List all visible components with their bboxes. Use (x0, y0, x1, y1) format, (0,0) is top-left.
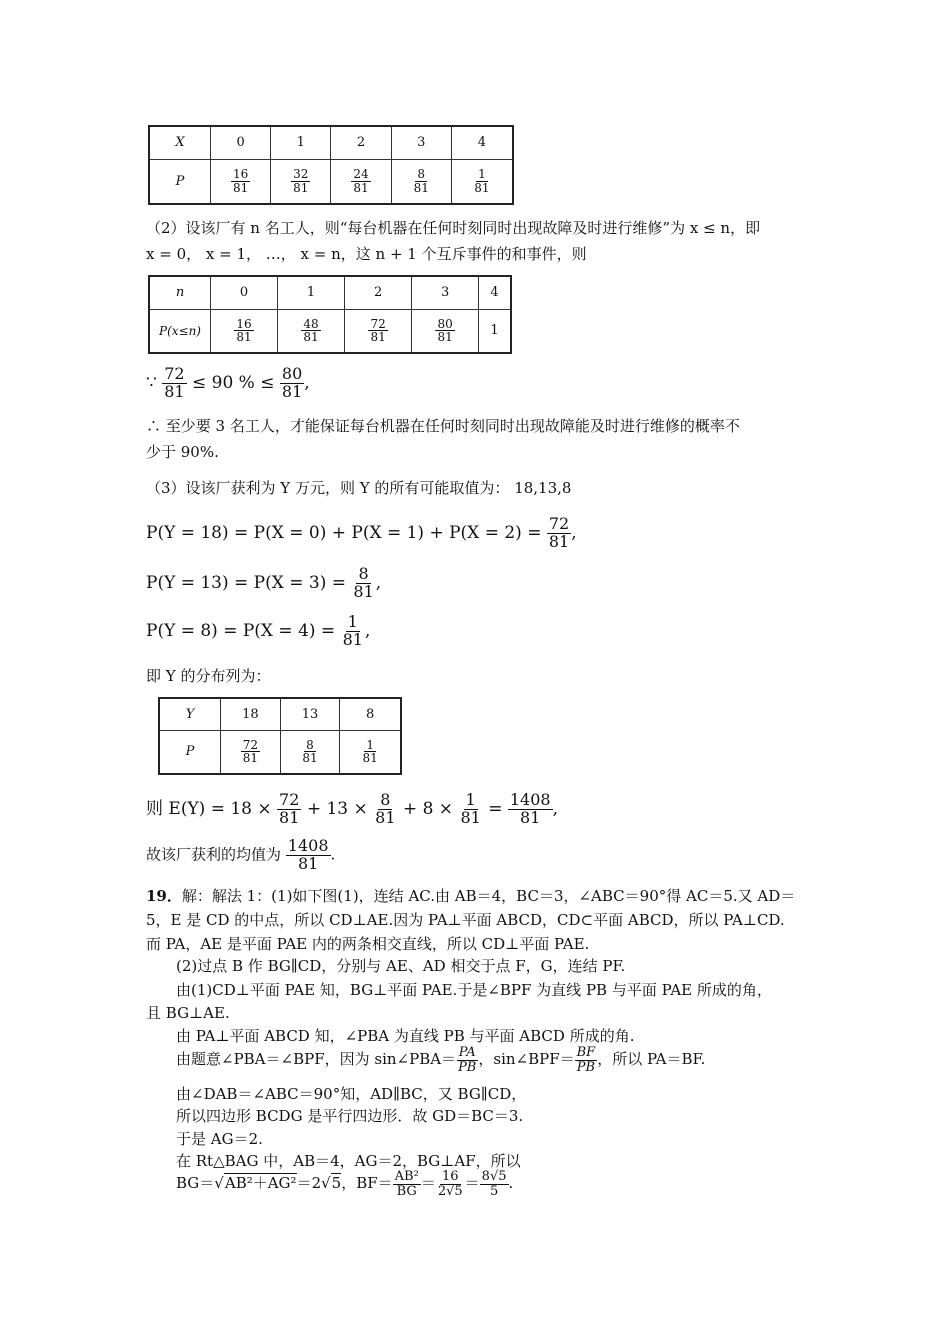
q19-line4: (2)过点 B 作 BG∥CD，分别与 AE、AD 相交于点 F，G，连结 PF. (176, 957, 626, 975)
conclusion-line1: ∴ 至少要 3 名工人，才能保证每台机器在任何时刻同时出现故障能及时进行维修的概率不 (146, 417, 740, 435)
distribution-label: 即 Y 的分布列为： (146, 667, 271, 685)
table-cell: $\frac{1}{81}$ (340, 730, 401, 774)
q19-line8: 由题意∠PBA＝∠BPF，因为 sin∠PBA＝ $\frac{PA}{PB}$ ，sin∠BPF＝ $\frac{BF}{PB}$ ，所以 PA＝BF. (176, 1045, 706, 1075)
q19-line9: 由∠DAB＝∠ABC＝90°知，AD∥BC，又 BG∥CD， (176, 1085, 527, 1103)
table-cell: $\frac{72}{81}$ (221, 730, 281, 774)
distribution-table-y (158, 697, 402, 775)
cumulative-table-n (148, 275, 512, 354)
table-cell: 1 (479, 309, 511, 353)
table-cell: 0 (211, 126, 271, 159)
q19-line10: 所以四边形 BCDG 是平行四边形．故 GD＝BC＝3. (176, 1107, 524, 1125)
q19-line1: 19．解：解法 1：(1)如下图(1)，连结 AC.由 AB＝4，BC＝3，∠ABC＝90°得 AC＝5.又 AD＝ (146, 887, 796, 905)
table-cell: 0 (211, 276, 278, 309)
part3-intro: （3）设该厂获利为 Y 万元，则 Y 的所有可能取值为： 18,13,8 (146, 479, 572, 497)
table-row-label: P (159, 730, 221, 774)
table-cell: 4 (451, 126, 513, 159)
table-cell: $\frac{24}{81}$ (331, 159, 391, 204)
table-cell: $\frac{32}{81}$ (271, 159, 331, 204)
table-cell: $\frac{48}{81}$ (278, 309, 345, 353)
table-cell: $\frac{72}{81}$ (345, 309, 412, 353)
table-cell: 1 (278, 276, 345, 309)
table-cell: $\frac{8}{81}$ (280, 730, 340, 774)
table-cell: 18 (221, 698, 281, 730)
q19-line2: 5，E 是 CD 的中点，所以 CD⊥AE.因为 PA⊥平面 ABCD，CD⊂平面 ABCD，所以 PA⊥CD. (146, 911, 785, 929)
table-row-label: P(x≤n) (149, 309, 211, 353)
equation-y13: P(Y = 13) = P(X = 3) = $\frac{8}{81}$ , (146, 564, 382, 601)
table-header-label: X (149, 126, 211, 159)
table-header-label: Y (159, 698, 221, 730)
table-cell: 2 (331, 126, 391, 159)
q19-line12: 在 Rt△BAG 中，AB＝4，AG＝2，BG⊥AF，所以 (176, 1152, 521, 1170)
table-cell: 1 (271, 126, 331, 159)
expectation-formula: 则 E(Y) = 18 × $\frac{72}{81}$ + 13 × $\frac{8}{81}$ + 8 × $\frac{1}{81}$ = $\frac{1408}{81}$ , (146, 790, 558, 827)
table-header-label: n (149, 276, 211, 309)
table-cell: $\frac{16}{81}$ (211, 159, 271, 204)
table-cell: 2 (345, 276, 412, 309)
table-cell: 4 (479, 276, 511, 309)
table-row-label: P (149, 159, 211, 204)
q19-line5: 由(1)CD⊥平面 PAE 知，BG⊥平面 PAE.于是∠BPF 为直线 PB 与平面 PAE 所成的角， (176, 981, 772, 999)
table-cell: 8 (340, 698, 401, 730)
table-cell: $\frac{80}{81}$ (412, 309, 479, 353)
table-cell: 3 (391, 126, 451, 159)
table-cell: $\frac{8}{81}$ (391, 159, 451, 204)
part2-line1: （2）设该厂有 n 名工人，则“每台机器在任何时刻同时出现故障及时进行维修”为 x ≤ n，即 (146, 219, 761, 237)
distribution-table-x (148, 125, 514, 205)
table-cell: 3 (412, 276, 479, 309)
equation-y18: P(Y = 18) = P(X = 0) + P(X = 1) + P(X = 2) = $\frac{72}{81}$ , (146, 514, 577, 551)
part2-line2: x = 0， x = 1， …， x = n，这 n + 1 个互斥事件的和事件，则 (146, 245, 587, 263)
table-cell: $\frac{16}{81}$ (211, 309, 278, 353)
q19-line6: 且 BG⊥AE. (146, 1004, 230, 1022)
table-cell: $\frac{1}{81}$ (451, 159, 513, 204)
mean-statement: 故该厂获利的均值为 $\frac{1408}{81}$ . (146, 836, 336, 873)
conclusion-line2: 少于 90%. (146, 443, 219, 461)
q19-line7: 由 PA⊥平面 ABCD 知，∠PBA 为直线 PB 与平面 ABCD 所成的角. (176, 1027, 635, 1045)
q19-line11: 于是 AG＝2. (176, 1130, 263, 1148)
table-cell: 13 (280, 698, 340, 730)
inequality: ∵ $\frac{72}{81}$ ≤ 90 % ≤ $\frac{80}{81}$ , (146, 364, 310, 401)
q19-line3: 而 PA，AE 是平面 PAE 内的两条相交直线，所以 CD⊥平面 PAE. (146, 935, 590, 953)
equation-y8: P(Y = 8) = P(X = 4) = $\frac{1}{81}$ , (146, 612, 371, 649)
q19-line13: BG＝√AB²＋AG²＝2√5，BF＝ $\frac{\text{AB²}}{BG}$ ＝ $\frac{16}{2√5}$ ＝ $\frac{8√5}{5}$ . (176, 1169, 514, 1199)
